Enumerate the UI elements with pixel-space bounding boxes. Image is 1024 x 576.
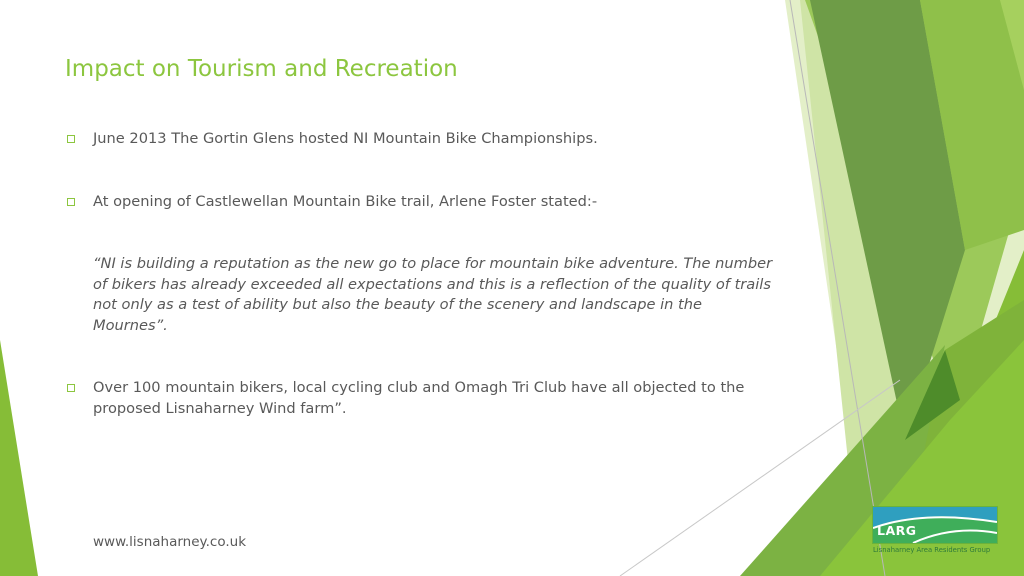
footer-website-link[interactable]: www.lisnaharney.co.uk (93, 534, 247, 550)
bullet-text: Over 100 mountain bikers, local cycling club and Omagh Tri Club have all objected to the proposed Lisnaharney Wind farm”. (93, 379, 745, 417)
bullet-text: June 2013 The Gortin Glens hosted NI Mountain Bike Championships. (93, 130, 598, 147)
bullet-item (67, 378, 757, 419)
larg-logo (872, 506, 998, 558)
quote-text: “NI is building a reputation as the new go to place for mountain bike adventure. The number of bikers has already exceeded all expectations and this is a reflection of the quality of trails not only as a test of ability but also the beauty of the scenery and landscape in the Mournes”. (93, 255, 773, 334)
hollow-square-bullet-icon (67, 135, 75, 143)
bullet-item (67, 129, 757, 150)
hollow-square-bullet-icon (67, 384, 75, 392)
hollow-square-bullet-icon (67, 198, 75, 206)
logo-acronym: LARG (877, 523, 917, 538)
bullet-text: At opening of Castlewellan Mountain Bike trail, Arlene Foster stated:- (93, 193, 598, 210)
logo-full-name: Lisnaharney Area Residents Group (873, 546, 991, 554)
bullet-item (67, 192, 757, 213)
slide-title: Impact on Tourism and Recreation (65, 56, 458, 82)
logo-emblem (872, 506, 998, 544)
